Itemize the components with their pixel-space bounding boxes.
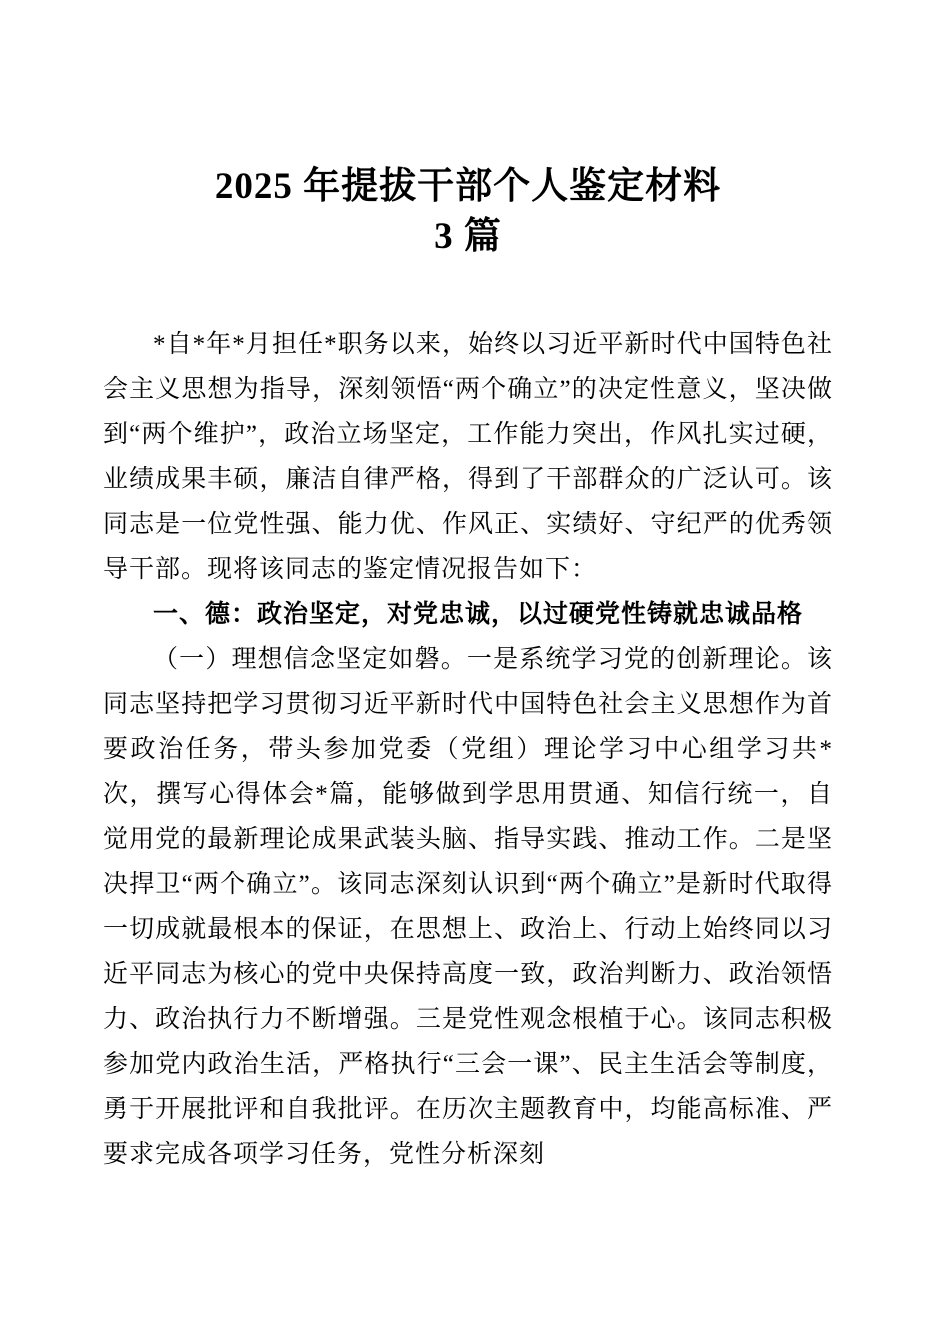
paragraph-section-1: （一）理想信念坚定如磐。一是系统学习党的创新理论。该同志坚持把学习贯彻习近平新时代中国特色社会主义思想作为首要政治任务，带头参加党委（党组）理论学习中心组学习共*次，撰写心得体会*篇，能够做到学思用贯通、知信行统一，自觉用党的最新理论成果武装头脑、指导实践、推动工作。二是坚决捍卫“两个确立”。该同志深刻认识到“两个确立”是新时代取得一切成就最根本的保证，在思想上、政治上、行动上始终同以习近平同志为核心的党中央保持高度一致，政治判断力、政治领悟力、政治执行力不断增强。三是党性观念根植于心。该同志积极参加党内政治生活，严格执行“三会一课”、民主生活会等制度，勇于开展批评和自我批评。在历次主题教育中，均能高标准、严要求完成各项学习任务，党性分析深刻 [103, 646, 833, 1168]
paragraph-intro: *自*年*月担任*职务以来，始终以习近平新时代中国特色社会主义思想为指导，深刻领悟“两个确立”的决定性意义，坚决做到“两个维护”，政治立场坚定，工作能力突出，作风扎实过硬，业绩成果丰硕，廉洁自律严格，得到了干部群众的广泛认可。该同志是一位党性强、能力优、作风正、实绩好、守纪严的优秀领导干部。现将该同志的鉴定情况报告如下： [103, 331, 833, 583]
section-heading-1: 一、德：政治坚定，对党忠诚，以过硬党性铸就忠诚品格 [153, 600, 804, 628]
title-line-1: 2025 年提拔干部个人鉴定材料 [214, 166, 722, 207]
title-line-2: 3 篇 [434, 216, 502, 257]
document-title [103, 162, 833, 262]
